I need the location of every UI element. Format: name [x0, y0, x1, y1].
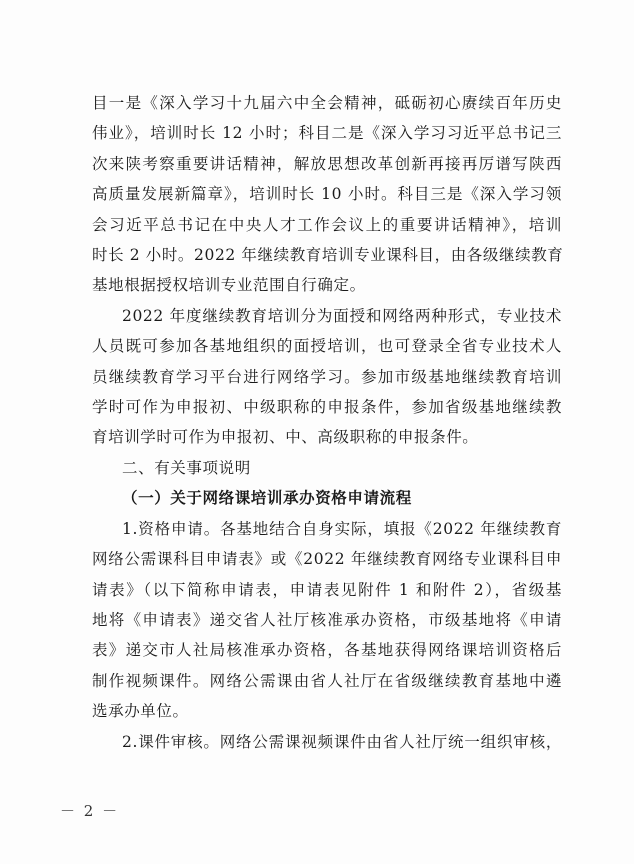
text-line: 2022 年度继续教育培训分为面授和网络两种形式，专业技术 [122, 306, 562, 325]
text-line: 网络公需课科目申请表》或《2022 年继续教育网络专业课科目申 [92, 550, 562, 569]
text-line: 育培训学时可作为申报初、中、高级职称的申报条件。 [92, 428, 479, 447]
text-line: 2.课件审核。网络公需课视频课件由省人社厅统一组织审核， [122, 732, 562, 751]
text-line: 高质量发展新篇章》，培训时长 10 小时。科目三是《深入学习领 [92, 185, 562, 204]
text-line: 1.资格申请。各基地结合自身实际，填报《2022 年继续教育 [122, 519, 562, 538]
page-number: － 2 － [60, 802, 120, 820]
text-line: 地将《申请表》递交省人社厅核准承办资格，市级基地将《申请 [92, 610, 562, 629]
text-line: 表》递交市人社局核准承办资格，各基地获得网络课培训资格后 [92, 641, 562, 660]
paragraph-1 [92, 88, 562, 301]
text-line: 选承办单位。 [92, 702, 189, 721]
text-line: 学时可作为申报初、中级职称的申报条件，参加省级基地继续教 [92, 398, 562, 417]
text-line: 基地根据授权培训专业范围自行确定。 [92, 276, 366, 295]
text-line: 伟业》，培训时长 12 小时；科目二是《深入学习习近平总书记三 [92, 124, 562, 143]
text-line: 制作视频课件。网络公需课由省人社厅在省级继续教育基地中遴 [92, 671, 562, 690]
paragraph-3 [92, 514, 562, 727]
text-line: 员继续教育学习平台进行网络学习。参加市级基地继续教育培训 [92, 367, 562, 386]
subsection-heading: （一）关于网络课培训承办资格申请流程 [122, 488, 412, 508]
section-heading: 二、有关事项说明 [122, 458, 251, 477]
text-line: 次来陕考察重要讲话精神，解放思想改革创新再接再厉谱写陕西 [92, 154, 562, 173]
text-line: 会习近平总书记在中央人才工作会议上的重要讲话精神》，培训 [92, 215, 562, 234]
text-line: 时长 2 小时。2022 年继续教育培训专业课科目，由各级继续教育 [92, 246, 564, 265]
text-line: 目一是《深入学习十九届六中全会精神，砥砺初心赓续百年历史 [92, 94, 562, 112]
text-line: 请表》（以下简称申请表，申请表见附件 1 和附件 2），省级基 [92, 580, 562, 599]
paragraph-2 [92, 301, 562, 453]
text-line: 人员既可参加各基地组织的面授培训，也可登录全省专业技术人 [92, 337, 562, 356]
paragraph-4 [92, 727, 562, 757]
body-text [92, 88, 562, 757]
